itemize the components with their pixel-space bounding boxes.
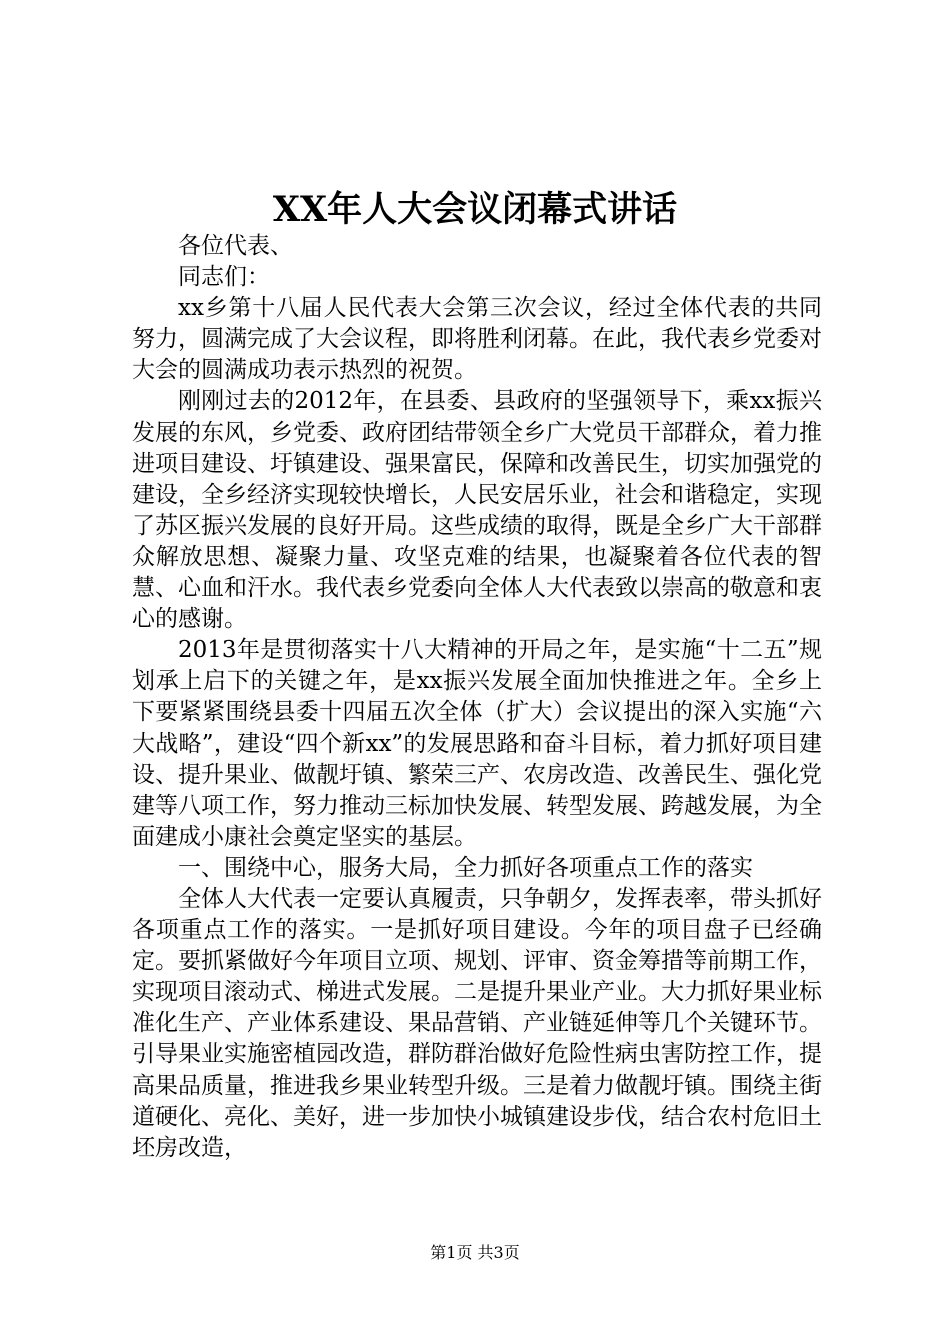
document-title: XX年人大会议闭幕式讲话 [272, 189, 678, 230]
paragraph-opening: xx乡第十八届人民代表大会第三次会议，经过全体代表的共同努力，圆满完成了大会议程，即将胜利闭幕。在此，我代表乡党委对大会的圆满成功表示热烈的祝贺。 [132, 295, 822, 384]
paragraph-plan-2013: 2013年是贯彻落实十八大精神的开局之年，是实施“十二五”规划承上启下的关键之年，是xx振兴发展全面加快推进之年。全乡上下要紧紧围绕县委十四届五次全体（扩大）会议提出的深入实施“六大战略”，建设“四个新xx”的发展思路和奋斗目标，着力抓好项目建设、提升果业、做靓圩镇、繁荣三产、农房改造、改善民生、强化党建等八项工作，努力推动三标加快发展、转型发展、跨越发展，为全面建成小康社会奠定坚实的基层。 [132, 637, 822, 850]
salutation-line-2: 同志们： [178, 264, 270, 291]
paragraph-review-2012: 刚刚过去的2012年，在县委、县政府的坚强领导下，乘xx振兴发展的东风，乡党委、政府团结带领全乡广大党员干部群众，着力推进项目建设、圩镇建设、强果富民，保障和改善民生，切实加强党的建设，全乡经济实现较快增长，人民安居乐业，社会和谐稳定，实现了苏区振兴发展的良好开局。这些成绩的取得，既是全乡广大干部群众解放思想、凝聚力量、攻坚克难的结果，也凝聚着各位代表的智慧、心血和汗水。我代表乡党委向全体人大代表致以崇高的敬意和衷心的感谢。 [132, 388, 822, 633]
salutation-line-1: 各位代表、 [178, 233, 293, 259]
document-body [132, 231, 822, 1164]
page-number-footer: 第1页 共3页 [430, 1243, 520, 1262]
paragraph-key-tasks: 全体人大代表一定要认真履责，只争朝夕，发挥表率，带头抓好各项重点工作的落实。一是抓好项目建设。今年的项目盘子已经确定。要抓紧做好今年项目立项、规划、评审、资金筹措等前期工作，实现项目滚动式、梯进式发展。二是提升果业产业。大力抓好果业标准化生产、产业体系建设、果品营销、产业链延伸等几个关键环节。引导果业实施密植园改造，群防群治做好危险性病虫害防控工作，提高果品质量，推进我乡果业转型升级。三是着力做靓圩镇。围绕主街道硬化、亮化、美好，进一步加快小城镇建设步伐，结合农村危旧土坯房改造， [132, 885, 822, 1161]
section-heading-1: 一、围绕中心，服务大局，全力抓好各项重点工作的落实 [178, 854, 753, 881]
